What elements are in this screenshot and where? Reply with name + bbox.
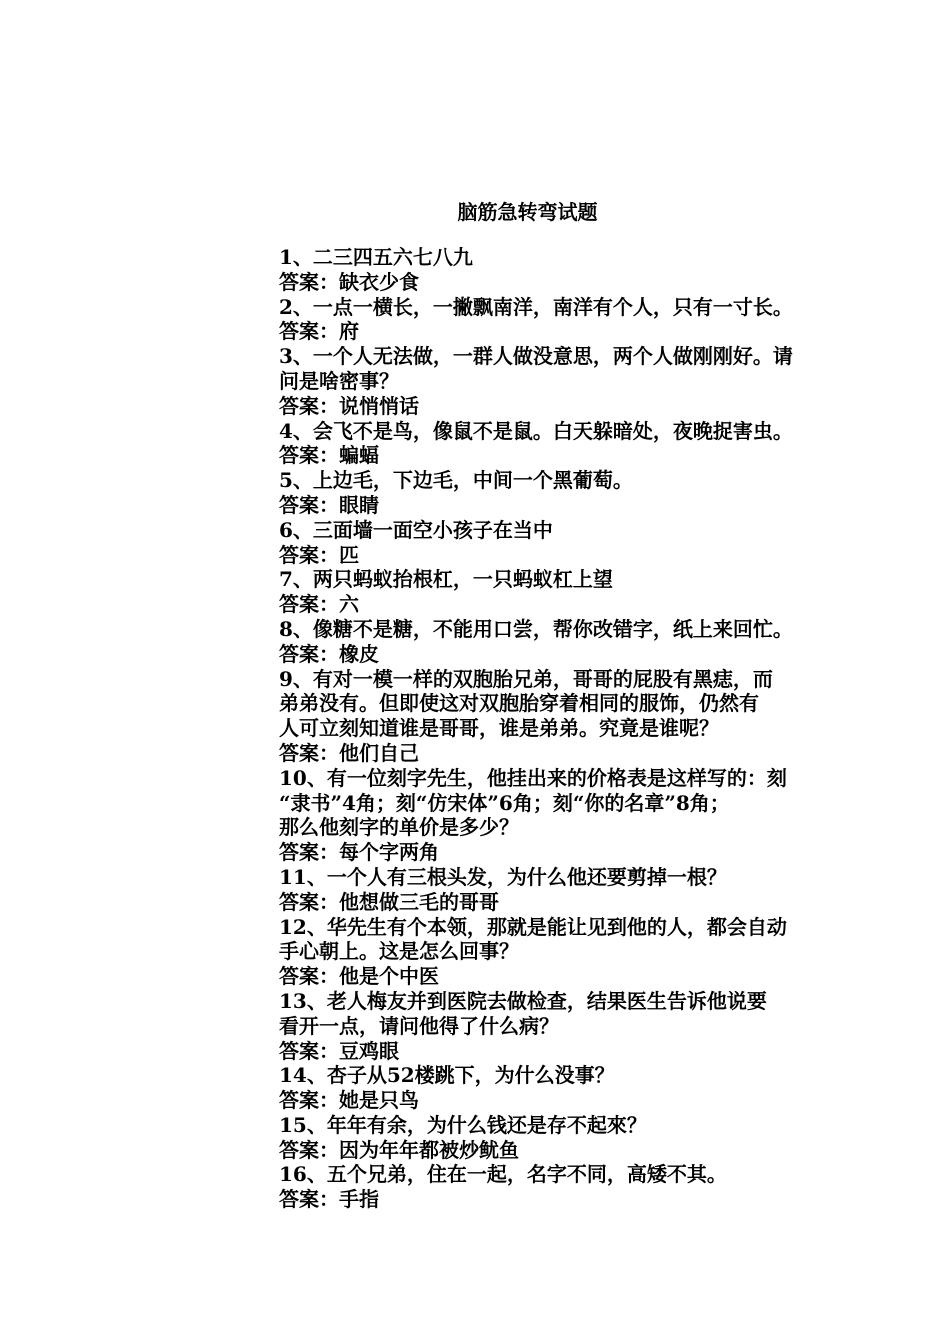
text-line: 答案：六	[279, 592, 359, 617]
text-line: 那么他刻字的单价是多少？	[279, 815, 519, 840]
text-line: 8、像糖不是糖，不能用口尝，帮你改错字，纸上来回忙。	[279, 616, 793, 641]
text-line: 15、年年有余，为什么钱还是存不起來？	[279, 1112, 647, 1137]
text-line: 1、二三四五六七八九	[279, 245, 473, 269]
text-line: 答案：豆鸡眼	[279, 1038, 399, 1063]
text-line: 答案：每个字两角	[279, 840, 439, 865]
text-line: 人可立刻知道谁是哥哥，谁是弟弟。究竟是谁呢？	[279, 716, 719, 741]
text-line: 10、有一位刻字先生，他挂出来的价格表是这样写的：刻	[279, 765, 787, 790]
text-line: 答案：因为年年都被炒鱿鱼	[279, 1137, 519, 1162]
text-line: 看开一点，请问他得了什么病？	[279, 1013, 559, 1038]
text-line: 问是啥密事？	[279, 368, 399, 393]
text-line: 答案：府	[279, 319, 359, 344]
text-line: 弟弟没有。但即使这对双胞胎穿着相同的服饰，仍然有	[279, 691, 759, 716]
text-line: 手心朝上。这是怎么回事？	[279, 939, 519, 964]
text-line: 答案：他是个中医	[279, 964, 439, 989]
text-line: 答案：匹	[279, 542, 359, 567]
text-line: 14、杏子从52楼跳下，为什么没事？	[279, 1063, 615, 1088]
text-line: 16、五个兄弟，住在一起，名字不同，高矮不其。	[279, 1162, 727, 1187]
text-line: 2、一点一横长，一撇飘南洋，南洋有个人，只有一寸长。	[279, 294, 793, 319]
text-line: 13、老人梅友并到医院去做检查，结果医生告诉他说要	[279, 988, 767, 1013]
puzzle-content	[279, 245, 824, 1212]
text-line: 答案：眼睛	[279, 492, 379, 517]
text-line: 答案：他想做三毛的哥哥	[279, 889, 499, 914]
text-line: 7、两只蚂蚁抬根杠，一只蚂蚁杠上望	[279, 567, 613, 592]
text-line: 答案：橡皮	[279, 641, 379, 666]
text-line: 11、一个人有三根头发，为什么他还要剪掉一根？	[279, 864, 727, 889]
text-line: 4、会飞不是鸟，像鼠不是鼠。白天躲暗处，夜晚捉害虫。	[279, 418, 793, 443]
text-line: “隶书”4角；刻“仿宋体”6角；刻“你的名章”8角；	[279, 790, 730, 815]
text-line: 答案：手指	[279, 1187, 379, 1212]
text-line: 9、有对一模一样的双胞胎兄弟，哥哥的屁股有黑痣，而	[279, 666, 773, 691]
page-title: 脑筋急转弯试题	[457, 200, 598, 224]
text-line: 答案：她是只鸟	[279, 1088, 419, 1113]
text-line: 6、三面墙一面空小孩子在当中	[279, 517, 553, 542]
text-line: 5、上边毛，下边毛，中间一个黑葡萄。	[279, 468, 633, 493]
text-line: 答案：蝙蝠	[279, 443, 379, 468]
text-line: 答案：缺衣少食	[279, 269, 419, 294]
text-line: 答案：说悄悄话	[279, 393, 419, 418]
text-line: 答案：他们自己	[279, 740, 419, 765]
text-line: 3、一个人无法做，一群人做没意思，两个人做刚刚好。请	[279, 344, 793, 369]
text-line: 12、华先生有个本领，那就是能让见到他的人，都会自动	[279, 914, 787, 939]
